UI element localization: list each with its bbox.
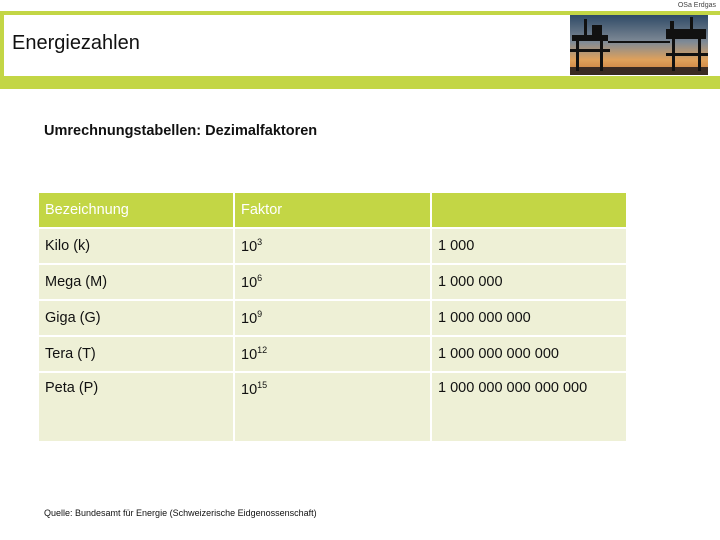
factor-exponent: 12: [257, 345, 268, 355]
offshore-platform-image: [570, 15, 708, 75]
table-row: [38, 372, 627, 442]
header-photo: [570, 15, 708, 75]
table-row: [38, 336, 627, 372]
factor-base: 10: [241, 382, 258, 398]
source-note: Quelle: Bundesamt für Energie (Schweizerische Eidgenossenschaft): [44, 508, 317, 518]
factor-base: 10: [241, 347, 258, 363]
conversion-table: [37, 191, 628, 443]
header-faktor: Faktor: [234, 192, 431, 228]
factor-base: 10: [241, 311, 258, 327]
header-value: [431, 192, 627, 228]
left-accent-bar: [0, 11, 4, 77]
cell-value: 1 000 000 000 000 000: [431, 372, 627, 442]
cell-value: 1 000 000: [431, 264, 627, 300]
cell-factor: [234, 372, 431, 442]
cell-factor: [234, 300, 431, 336]
factor-exponent: 3: [257, 237, 263, 247]
cell-factor: [234, 228, 431, 264]
cell-name: Mega (M): [38, 264, 234, 300]
factor-base: 10: [241, 275, 258, 291]
cell-name: Peta (P): [38, 372, 234, 442]
cell-value: 1 000 000 000: [431, 300, 627, 336]
section-subtitle: Umrechnungstabellen: Dezimalfaktoren: [44, 123, 318, 139]
page-title: Energiezahlen: [12, 32, 140, 54]
table-row: [38, 300, 627, 336]
factor-base: 10: [241, 239, 258, 255]
table-row: [38, 264, 627, 300]
factor-exponent: 6: [257, 273, 263, 283]
brand-label: OSa Erdgas: [677, 2, 716, 9]
header-divider-bar: [0, 76, 720, 89]
table-row: [38, 228, 627, 264]
cell-factor: [234, 336, 431, 372]
cell-name: Tera (T): [38, 336, 234, 372]
cell-value: 1 000 000 000 000: [431, 336, 627, 372]
header-bezeichnung: Bezeichnung: [38, 192, 234, 228]
factor-exponent: 9: [257, 309, 263, 319]
cell-name: Kilo (k): [38, 228, 234, 264]
cell-value: 1 000: [431, 228, 627, 264]
cell-name: Giga (G): [38, 300, 234, 336]
table-header-row: [38, 192, 627, 228]
cell-factor: [234, 264, 431, 300]
factor-exponent: 15: [257, 380, 268, 390]
